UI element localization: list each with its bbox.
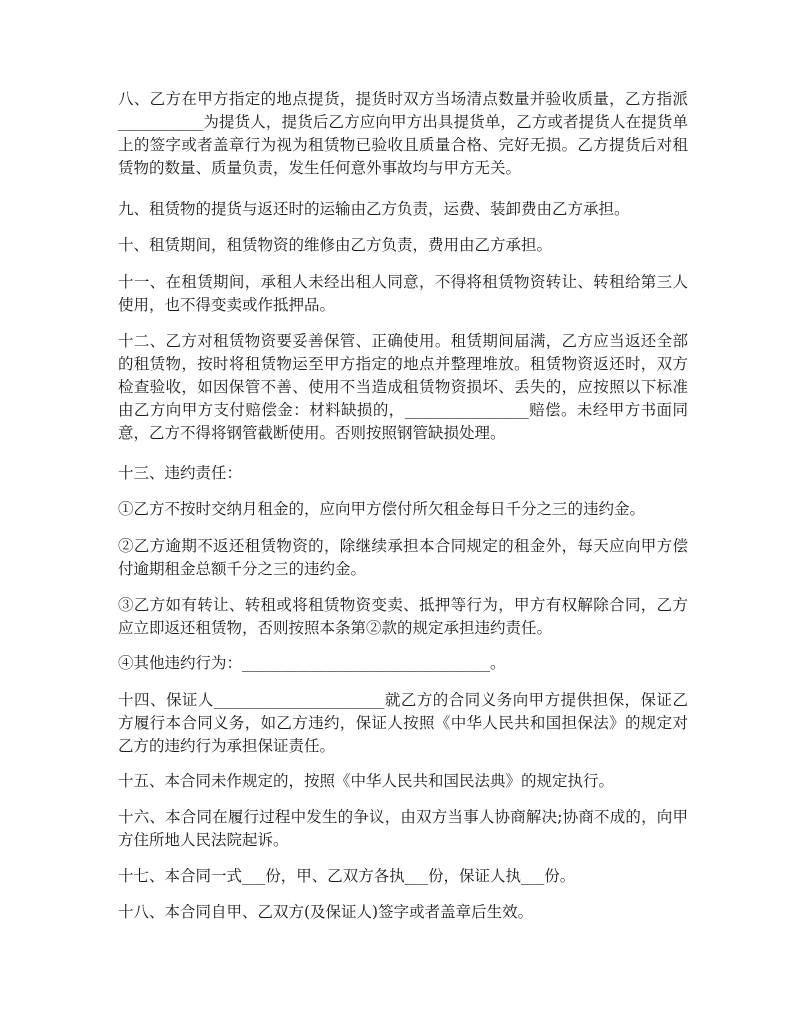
- clause-18: [118, 901, 688, 924]
- clause-9: [118, 198, 688, 221]
- clause-11-text: 十一、在租赁期间，承租人未经出租人同意，不得将租赁物资转让、转租给第三人使用，也不得变卖或作抵押品。: [118, 273, 688, 314]
- clause-13-item-1: [118, 498, 688, 521]
- clause-13-item-3-text: ③乙方如有转让、转租或将租赁物资变卖、抵押等行为，甲方有权解除合同，乙方应立即返还租赁物，否则按照本条第②款的规定承担违约责任。: [118, 596, 688, 637]
- clause-13-heading: [118, 462, 688, 485]
- clause-8: [118, 88, 688, 180]
- clause-14-text: 十四、保证人______________________就乙方的合同义务向甲方提供担保，保证乙方履行本合同义务，如乙方违约，保证人按照《中华人民共和国担保法》的规定对乙方的违约行为承担保证责任。: [118, 691, 688, 755]
- clause-13-heading-text: 十三、违约责任：: [118, 464, 243, 482]
- clause-12-text: 十二、乙方对租赁物资要妥善保管、正确使用。租赁期间届满，乙方应当返还全部的租赁物，按时将租赁物运至甲方指定的地点并整理堆放。租赁物资返还时，双方检查验收，如因保管不善、使用不当造成租赁物资损坏、丢失的，应按照以下标准由乙方向甲方支付赔偿金：材料缺损的，________________赔偿。未经甲方书面同意，乙方不得将钢管截断使用。否则按照钢管缺损处理。: [118, 332, 688, 442]
- clause-13-item-3: [118, 594, 688, 640]
- clause-13-item-1-text: ①乙方不按时交纳月租金的，应向甲方偿付所欠租金每日千分之三的违约金。: [118, 500, 646, 518]
- clause-18-text: 十八、本合同自甲、乙双方(及保证人)签字或者盖章后生效。: [118, 903, 534, 921]
- clause-16: [118, 806, 688, 852]
- clause-14: [118, 689, 688, 758]
- clause-15: [118, 770, 688, 793]
- clause-17-text: 十七、本合同一式___份，甲、乙双方各执___份，保证人执___份。: [118, 867, 576, 885]
- clause-11: [118, 271, 688, 317]
- clause-13-item-2: [118, 535, 688, 581]
- clause-15-text: 十五、本合同未作规定的，按照《中华人民共和国民法典》的规定执行。: [118, 772, 615, 790]
- clause-17: [118, 865, 688, 888]
- clause-12: [118, 330, 688, 445]
- clause-10-text: 十、租赁期间，租赁物资的维修由乙方负责，费用由乙方承担。: [118, 236, 553, 254]
- clause-13-item-4: [118, 652, 688, 675]
- clause-8-text: 八、乙方在甲方指定的地点提货，提货时双方当场清点数量并验收质量，乙方指派___________为提货人，提货后乙方应向甲方出具提货单，乙方或者提货人在提货单上的签字或者盖章行为视为租赁物已验收且质量合格、完好无损。乙方提货后对租赁物的数量、质量负责，发生任何意外事故均与甲方无关。: [118, 90, 688, 177]
- clause-13-item-2-text: ②乙方逾期不返还租赁物资的，除继续承担本合同规定的租金外，每天应向甲方偿付逾期租金总额千分之三的违约金。: [118, 537, 688, 578]
- clause-13-item-4-text: ④其他违约行为：________________________________。: [118, 654, 506, 672]
- clause-10: [118, 234, 688, 257]
- clause-9-text: 九、租赁物的提货与返还时的运输由乙方负责，运费、装卸费由乙方承担。: [118, 200, 630, 218]
- clause-16-text: 十六、本合同在履行过程中发生的争议，由双方当事人协商解决;协商不成的，向甲方住所地人民法院起诉。: [118, 808, 688, 849]
